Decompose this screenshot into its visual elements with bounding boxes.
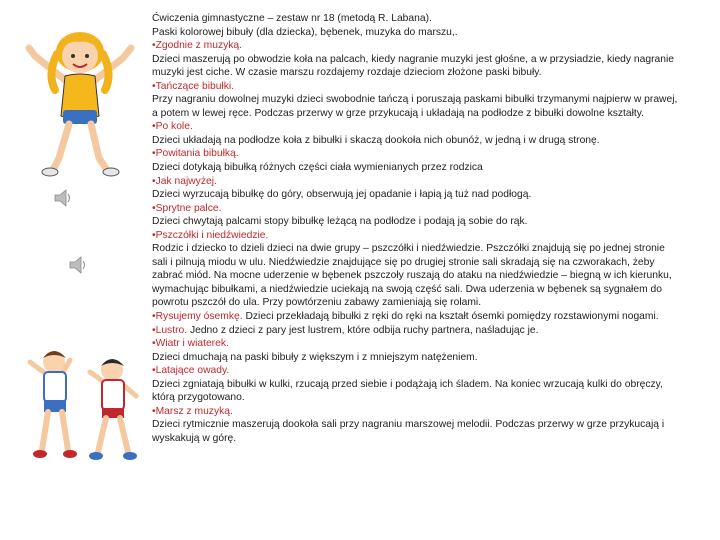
section-heading: •Zgodnie z muzyką. — [152, 40, 243, 52]
section-heading: •Tańczące bibułki. — [152, 80, 235, 92]
section-heading: •Latające owady. — [152, 365, 230, 377]
girl-exercising-illustration — [25, 18, 135, 178]
section-body: Dzieci dmuchają na paski bibuły z większym i z mniejszym natężeniem. — [152, 351, 478, 363]
section-heading: •Pszczółki i niedźwiedzie. — [152, 229, 269, 241]
section-heading: •Wiatr i wiaterek. — [152, 338, 229, 350]
exercise-text — [152, 12, 682, 446]
section-heading: •Powitania bibułką. — [152, 148, 239, 160]
speaker-icon[interactable] — [67, 254, 89, 276]
section-body: Rodzic i dziecko to dzieli dzieci na dwie grupy – pszczółki i niedźwiedzie. Pszczółki znajdują się po jednej stronie sali i pilnują miodu w ulu. Niedźwiedzie znajdujące się po drugiej stronie sali skradają się na czworakach, żeby zabrać miód. Na mocne uderzenie w bębenek pszczoły ruszają do ataku na niedźwiedzie – biegną w ich kierunku, wymachując bibułkami, a niedźwiedzie uciekają na swoją część sali. Dwa uderzenia w bębenek są sygnałem do powrotu pszczół do ula. Przy powtórzeniu zabawy zamieniają się rolami. — [152, 243, 672, 309]
section-heading: •Lustro. — [152, 324, 188, 336]
materials-intro: Paski kolorowej bibuły (dla dziecka), bębenek, muzyka do marszu,. — [152, 26, 458, 38]
section-body: Dzieci rytmicznie maszerują dookoła sali przy nagraniu marszowej melodii. Podczas przerwy w grze przykucają i wyskakują w górę. — [152, 419, 665, 444]
section-body: Jedno z dzieci z pary jest lustrem, które odbija ruchy partnera, naśladując je. — [187, 324, 539, 336]
section-inline — [152, 310, 682, 324]
section-body: Dzieci układają na podłodze koła z bibułki i skaczą dookoła nich obunóż, w jedną i w drugą stronę. — [152, 134, 600, 146]
section-body: Dzieci przekładają bibułki z ręki do ręki na kształt ósemki pomiędzy rozstawionymi nogami. — [242, 311, 659, 323]
section-body: Przy nagraniu dowolnej muzyki dzieci swobodnie tańczą i poruszają paskami bibułki trzymanymi najpierw w prawej, a potem w lewej ręce. Podczas przerwy w grze przykucają i układają na podłodze z bibułki dowolne kształty. — [152, 94, 678, 119]
speaker-icon[interactable] — [52, 187, 74, 209]
section-body: Dzieci dotykają bibułką różnych części ciała wymienianych przez rodzica — [152, 162, 483, 174]
section-body: Dzieci wyrzucają bibułkę do góry, obserwują jej opadanie i łapią ją tuż nad podłogą. — [152, 189, 532, 201]
document-title: Ćwiczenia gimnastyczne – zestaw nr 18 (metodą R. Labana). — [152, 13, 432, 24]
section-body: Dzieci maszerują po obwodzie koła na palcach, kiedy nagranie muzyki jest głośne, a w przysiadzie, kiedy nagranie muzyki jest ciche. W czasie marszu rozdajemy rozdaje dzieciom złożone paski bibuły. — [152, 53, 674, 79]
section-heading: •Marsz z muzyką. — [152, 405, 233, 417]
section-heading: •Po kole. — [152, 121, 193, 133]
section-body: Dzieci chwytają palcami stopy bibułkę leżącą na podłodze i podają ją sobie do rąk. — [152, 216, 528, 228]
section-heading: •Rysujemy ósemkę. — [152, 311, 243, 323]
section-heading: •Sprytne palce. — [152, 202, 222, 214]
section-body: Dzieci zgniatają bibułki w kulki, rzucają przed siebie i podążają ich śladem. Na koniec wrzucają kulki do obręczy, którą przygotowano. — [152, 378, 663, 404]
children-stretching-illustration — [20, 340, 148, 470]
section-inline — [152, 324, 682, 338]
section-heading: •Jak najwyżej. — [152, 175, 217, 187]
